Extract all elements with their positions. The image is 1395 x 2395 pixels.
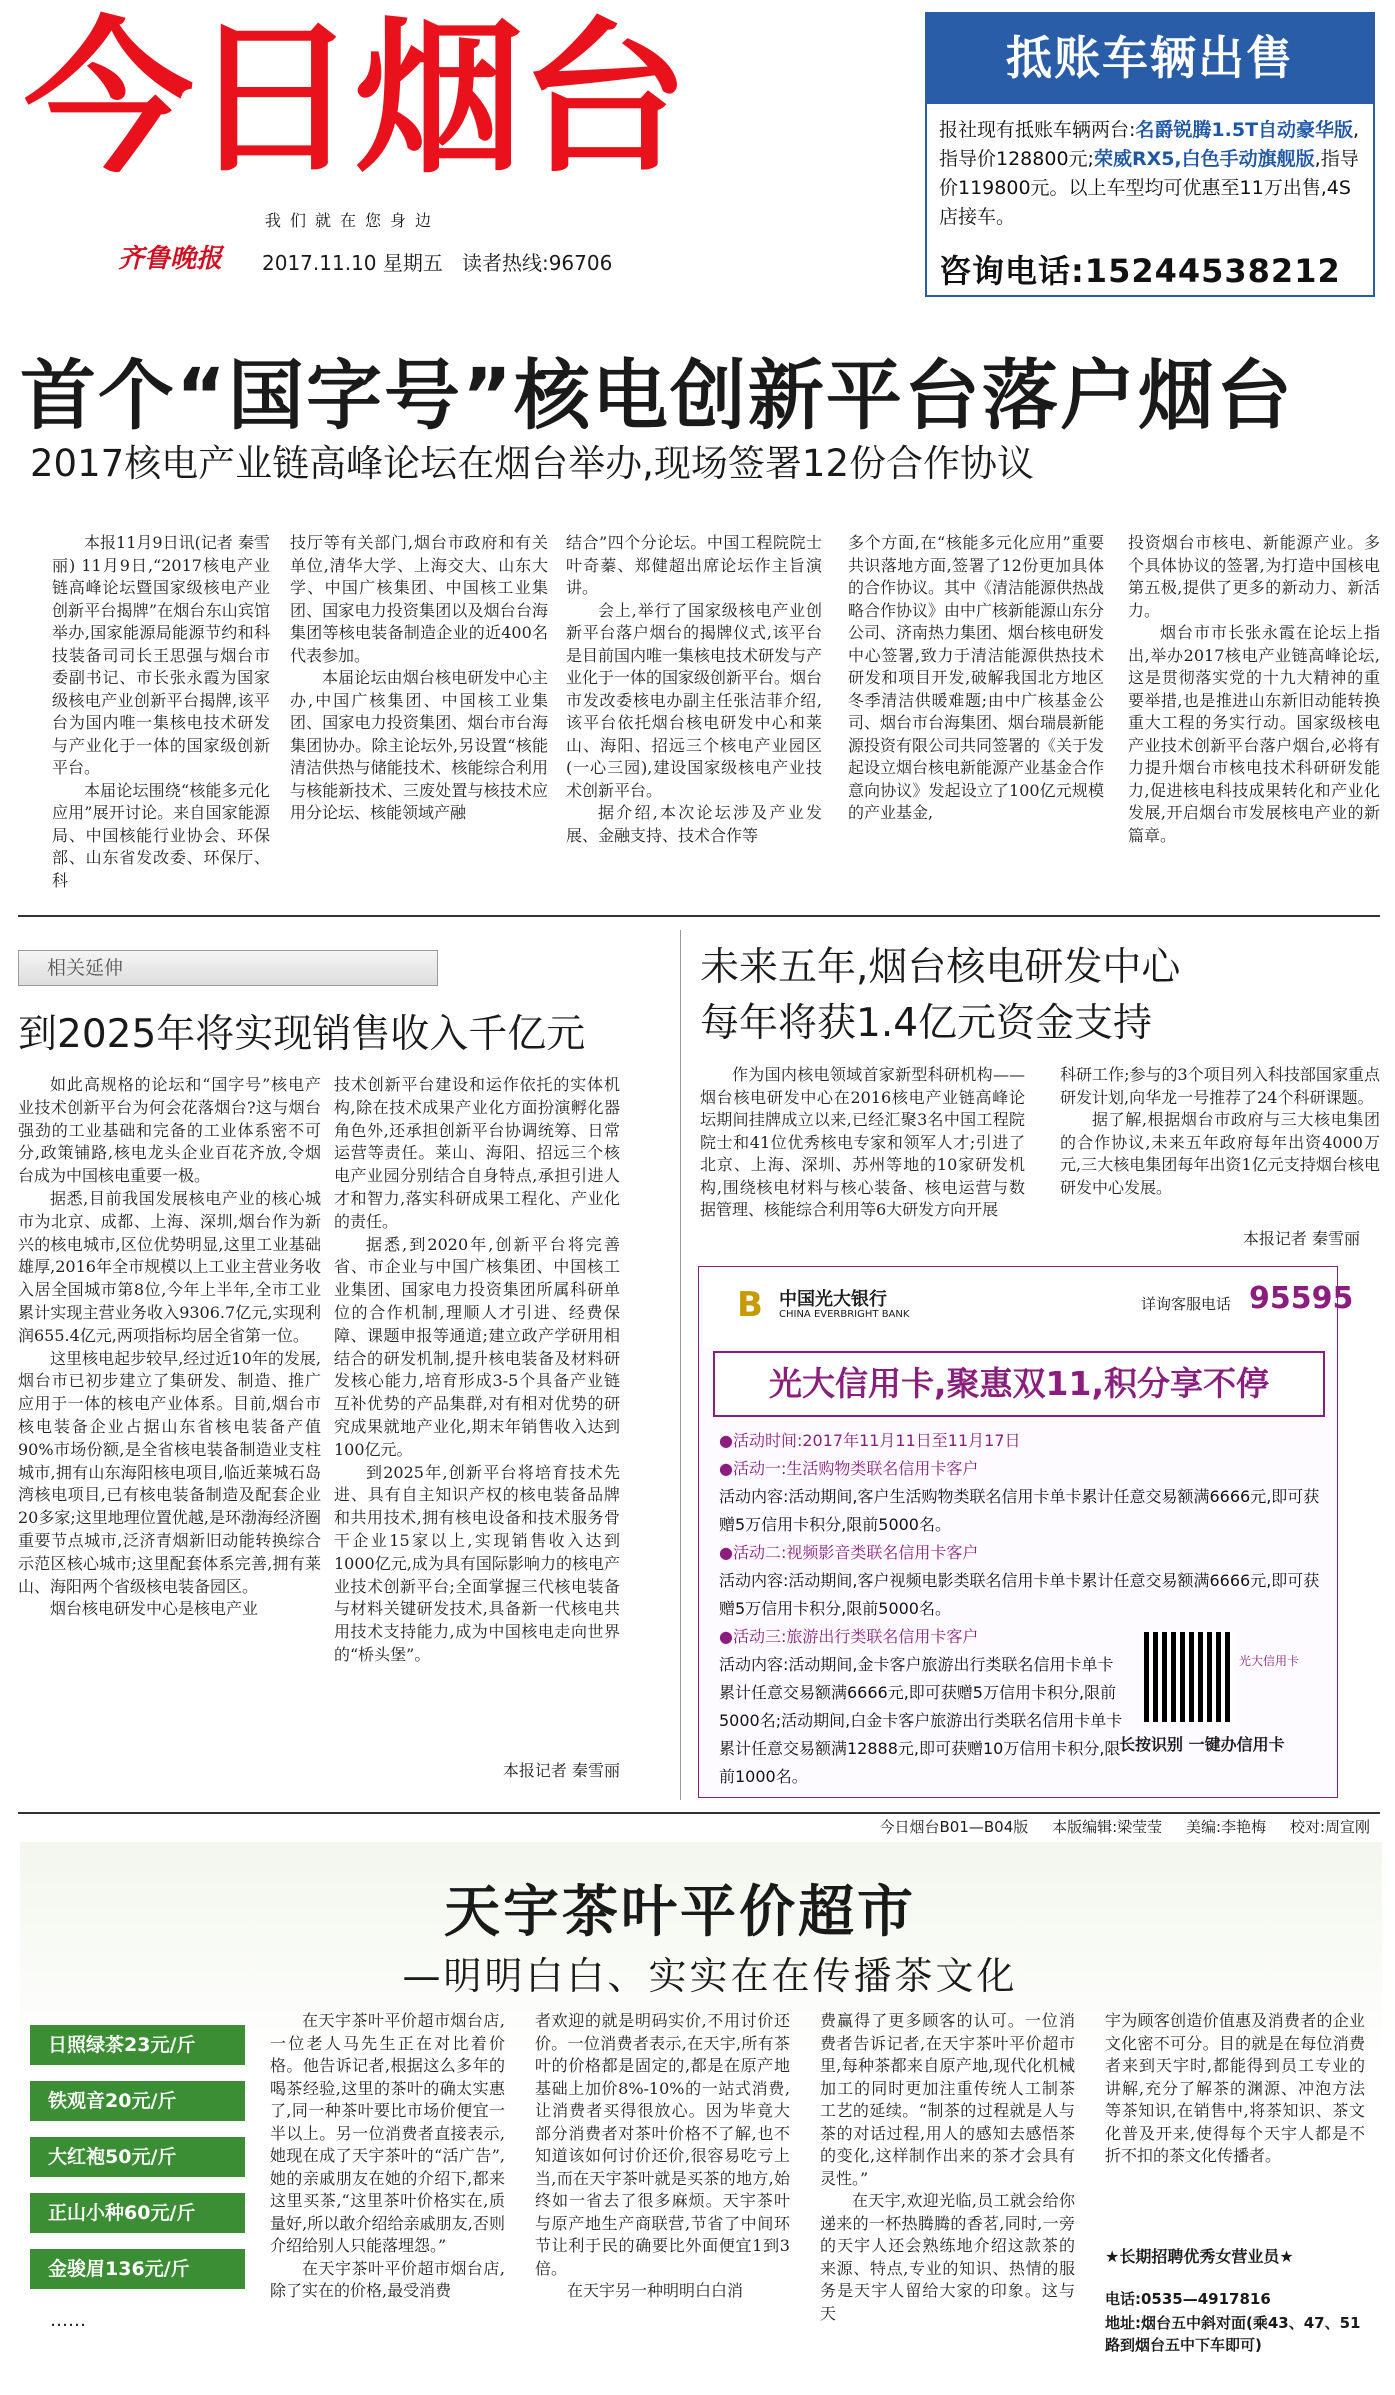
paragraph: 多个方面,在“核能多元化应用”重要共识落地方面,签署了12份更加具体的合作协议。其中《清洁能源供热战略合作协议》由中广核新能源山东分公司、济南热力集团、烟台核电研发中心签署,致力于清洁能源供热技术研发和项目开发,破解我国北方地区冬季清洁供暖难题;由中广核基金公司、烟台市台海集团、烟台瑞晨新能源投资有限公司共同签署的《关于发起设立烟台核电新能源产业基金合作意向协议》发起设立了100亿元规模的产业基金, — [848, 533, 1104, 822]
paragraph: 技厅等有关部门,烟台市政府和有关单位,清华大学、上海交大、山东大学、中国广核集团、中国核工业集团、国家电力投资集团以及烟台台海集团等核电装备制造企业的近400名代表参加。 — [290, 533, 548, 665]
future-headline-line: 未来五年,烟台核电研发中心 — [700, 945, 1181, 990]
masthead-title: 今日烟台 — [24, 3, 685, 196]
bank-hotline: 95595 — [1249, 1281, 1354, 1316]
paragraph: 结合”四个分论坛。中国工程院院士叶奇蓁、郑健超出席论坛作主旨演讲。 — [566, 533, 822, 597]
proofreader: 校对:周宣刚 — [1289, 1818, 1370, 1836]
bank-ad-line: ●活动三:旅游出行类联名信用卡客户 — [719, 1627, 979, 1646]
main-col-5 — [1128, 532, 1380, 888]
future-col-1 — [700, 1064, 1025, 1250]
bank-ad-line: 活动内容:活动期间,金卡客户旅游出行类联名信用卡单卡累计任意交易额满6666元,即可获赠5万信用卡积分,限前5000名;活动期间,白金卡客户旅游出行类联名信用卡单卡累计任意交易额满12888元,即可获赠10万信用卡积分,限前1000名。 — [719, 1655, 1123, 1786]
card-logo: 光大信用卡 — [1239, 1654, 1300, 1668]
paragraph: 本报11月9日讯(记者 秦雪丽) 11月9日,“2017核电产业链高峰论坛暨国家级核电产业创新平台揭牌”在烟台东山宾馆举办,国家能源局能源节约和科技装备司司长王思强与烟台市委副书记、市长张永霞为国家级核电产业创新平台揭牌,该平台为国内唯一集核电技术研发与产业化于一体的国家级创新平台。 — [52, 533, 270, 777]
paragraph: 在天宇茶叶平价超市烟台店,一位老人马先生正在对比着价格。他告诉记者,根据这么多年的喝茶经验,这里的茶叶的确太实惠了,同一种茶叶要比市场价便宜一半以上。另一位消费者直接表示,她现在成了天宇茶叶的“活广告”,她的亲戚朋友在她的介绍下,都来这里买茶,“这里茶叶价格实在,质量好,所以敢介绍给亲戚朋友,否则介绍给别人只能落埋怨。” — [270, 2011, 505, 2255]
paragraph: 投资烟台市核电、新能源产业。多个具体协议的签署,为打造中国核电第五极,提供了更多的新动力、新活力。 — [1128, 533, 1380, 620]
bank-hotline-label: 详询客服电话 — [1141, 1295, 1232, 1313]
related-col-2 — [334, 1074, 620, 1786]
related-byline: 本报记者 秦雪丽 — [502, 1761, 620, 1780]
car-ad-line: 报社现有抵账车辆两台: — [939, 119, 1136, 141]
tea-price-item: 正山小种60元/斤 — [30, 2193, 245, 2233]
tea-price-item: 日照绿茶23元/斤 — [30, 2025, 245, 2065]
bank-ad-line: 活动内容:活动期间,客户生活购物类联名信用卡单卡累计任意交易额满6666元,即可获赠5万信用卡积分,限前5000名。 — [719, 1487, 1320, 1534]
paragraph: 会上,举行了国家级核电产业创新平台落户烟台的揭牌仪式,该平台是目前国内唯一集核电技术研发与产业化于一体的国家级创新平台。烟台市发改委核电办副主任张洁菲介绍,该平台依托烟台核电研发中心和莱山、海阳、招远三个核电产业园区(一心三园),建设国家级核电产业技术创新平台。 — [566, 600, 822, 800]
reader-hotline: 读者热线:96706 — [461, 251, 613, 275]
paragraph: 如此高规格的论坛和“国字号”核电产业技术创新平台为何会花落烟台?这与烟台强劲的工业基础和完备的工业体系密不可分,政策铺路,核电龙头企业百花齐放,令烟台成为中国核电重要一极。 — [18, 1075, 321, 1186]
section-divider — [18, 915, 1380, 917]
paragraph: 烟台市市长张永霞在论坛上指出,举办2017核电产业链高峰论坛,这是贯彻落实党的十九大精神的重要举措,也是推进山东新旧动能转换重大工程的务实行动。国家级核电产业技术创新平台落户烟台,必将有力提升烟台市核电技术科研研发能力,促进核电科技成果转化和产业化发展,开启烟台市发展核电产业的新篇章。 — [1128, 623, 1380, 845]
paragraph: 技术创新平台建设和运作依托的实体机构,除在技术成果产业化方面扮演孵化器角色外,还承担创新平台协调统筹、日常运营等责任。莱山、海阳、招远三个核电产业园分别结合自身特点,承担引进人才和智力,落实科研成果工程化、产业化的责任。 — [334, 1075, 620, 1231]
bank-ad-line: ●活动时间:2017年11月11日至11月17日 — [719, 1431, 1021, 1450]
tea-col-2 — [535, 2010, 790, 2385]
tea-col-1 — [270, 2010, 505, 2385]
main-col-1 — [52, 532, 270, 888]
future-byline: 本报记者 秦雪丽 — [1242, 1229, 1360, 1248]
bank-ad-header — [699, 1267, 1354, 1347]
editor: 本版编辑:梁莹莹 — [1052, 1818, 1163, 1836]
masthead-slogan: 我们就在您身边 — [265, 211, 441, 230]
bank-ad-line: ●活动二:视频影音类联名信用卡客户 — [719, 1543, 979, 1562]
tea-price-item: 金骏眉136元/斤 — [30, 2249, 245, 2289]
future-headline — [700, 940, 1380, 1052]
car-ad-title: 抵账车辆出售 — [927, 14, 1373, 104]
paragraph: 这里核电起步较早,经过近10年的发展,烟台市已初步建立了集研发、制造、推广应用于一体的核电产业体系。目前,烟台市核电装备企业占据山东省核电装备产值90%市场份额,是全省核电装备制造业支柱城市,拥有山东海阳核电项目,临近莱城石岛湾核电项目,已有核电装备制造及配套企业20多家;这里地理位置优越,是环渤海经济圈重要节点城市,泛济青烟新旧动能转换综合示范区核心城市;这里配套体系完善,拥有莱山、海阳两个省级核电装备园区。 — [18, 1348, 321, 1596]
paragraph: 在天宇茶叶平价超市烟台店,除了实在的价格,最受消费 — [270, 2258, 505, 2300]
tea-phone: 电话:0535—4917816 — [1105, 2290, 1271, 2308]
main-headline: 首个“国字号”核电创新平台落户烟台 — [20, 351, 1294, 440]
main-col-3 — [566, 532, 822, 888]
car-ad-price: 指导价119800元 — [939, 148, 1359, 199]
tea-headline: 天宇茶叶平价超市 — [444, 1880, 916, 1945]
paragraph: 在天宇另一种明明白白消 — [567, 2281, 744, 2300]
dateline — [262, 247, 612, 276]
paragraph: 据介绍,本次论坛涉及产业发展、金融支持、技术合作等 — [566, 803, 822, 845]
main-col-4 — [848, 532, 1104, 888]
related-col-1 — [18, 1074, 321, 1786]
paragraph: 在天宇,欢迎光临,员工就会给你递来的一杯热腾腾的香茗,同时,一旁的天宇人还会熟练地介绍这款茶的来源、特点,专业的知识、热情的服务是天宇人留给大家的印象。这与天 — [820, 2191, 1075, 2323]
tea-address: 地址:烟台五中斜对面(乘43、47、51路到烟台五中下车即可) — [1105, 2314, 1361, 2354]
car-sale-ad — [925, 12, 1375, 297]
future-headline-line: 每年将获1.4亿元资金支持 — [700, 1001, 1153, 1046]
main-subhead: 2017核电产业链高峰论坛在烟台举办,现场签署12份合作协议 — [30, 442, 1035, 485]
car-ad-model: 荣威RX5,白色手动旗舰版 — [1093, 148, 1315, 170]
paragraph: 费赢得了更多顾客的认可。一位消费者告诉记者,在天宇茶叶平价超市里,每种茶都来自原产地,现代化机械加工的同时更加注重传统人工制茶工艺的延续。“制茶的过程就是人与茶的对话过程,用人的感知去感悟茶的变化,这样制作出来的茶才会具有灵性。” — [820, 2011, 1075, 2188]
car-ad-body: 报社现有抵账车辆两台:名爵锐腾1.5T自动豪华版,指导价128800元;荣威RX5,白色手动旗舰版,指导价119800元。以上车型均可优惠至11万出售,4S店接车。 — [939, 119, 1360, 228]
qr-code-icon[interactable] — [1144, 1632, 1234, 1722]
qr-caption: 长按识别 一键办信用卡 — [1119, 1735, 1285, 1754]
car-ad-line: 以上车型均可优惠至11万出售,4S店接车。 — [939, 177, 1351, 228]
paragraph: 据悉,目前我国发展核电产业的核心城市为北京、成都、上海、深圳,烟台作为新兴的核电城市,区位优势明显,这里工业基础雄厚,2016年全市规模以上工业主营业务收入居全国城市第8位,今年上半年,全市工业累计实现主营业务收入9306.7亿元,实现利润655.4亿元,两项指标均居全省第一位。 — [18, 1188, 321, 1345]
tea-price-item: 大红袍50元/斤 — [30, 2137, 245, 2177]
car-ad-price: 指导价128800元 — [939, 148, 1088, 170]
paragraph: 到2025年,创新平台将培育技术先进、具有自主知识产权的核电装备品牌和共用技术,拥有核电设备和技术服务骨干企业15家以上,实现销售收入达到1000亿元,成为具有国际影响力的核电产业技术创新平台;全面掌握三代核电装备与材料关键研发技术,具备新一代核电共用技术支持能力,成为中国核电走向世界的“桥头堡”。 — [334, 1462, 620, 1664]
tea-col-4 — [1105, 2010, 1365, 2190]
paragraph: 者欢迎的就是明码实价,不用讨价还价。一位消费者表示,在天宇,所有茶叶的价格都是固定的,都是在原产地基础上加价8%-10%的一站式消费,让消费者买得很放心。因为毕竟大部分消费者对茶叶价格不了解,也不知道该如何讨价还价,很容易吃亏上当,而在天宇茶叶就是买茶的地方,始终如一省去了很多麻烦。天宇茶叶与原产地生产商联营,节省了中间环节让利于民的确要比外面便宜1到3倍。 — [535, 2011, 790, 2278]
column-rule — [680, 930, 681, 1800]
paper-logo: 齐鲁晚报 — [118, 244, 223, 274]
car-ad-model: 名爵锐腾1.5T自动豪华版 — [1135, 119, 1354, 141]
paragraph: 据了解,根据烟台市政府与三大核电集团的合作协议,未来五年政府每年出资4000万元,三大核电集团每年出资1亿元支持烟台核电研发中心发展。 — [1060, 1110, 1380, 1197]
bank-name-en: CHINA EVERBRIGHT BANK — [779, 1309, 910, 1320]
bank-ad-line: ●活动一:生活购物类联名信用卡客户 — [719, 1459, 979, 1478]
paragraph: 作为国内核电领域首家新型科研机构——烟台核电研发中心在2016核电产业链高峰论坛期间挂牌成立以来,已经汇聚3名中国工程院院士和41位优秀核电专家和领军人才;引进了北京、上海、深圳、苏州等地的10家研发机构,围绕核电材料与核心装备、核电运营与数据管理、核能综合利用等6大研发方向开展 — [700, 1065, 1025, 1219]
tea-subhead: —明明白白、实实在在传播茶文化 — [402, 1954, 1018, 1998]
section-label: 今日烟台B01—B04版 — [879, 1818, 1029, 1836]
paragraph: 宇为顾客创造价值惠及消费者的企业文化密不可分。目的就是在每位消费者来到天宇时,都能得到员工专业的讲解,充分了解茶的渊源、冲泡方法等茶知识,在销售中,将茶知识、茶文化普及开来,使得每个天宇人都是不折不扣的茶文化传播者。 — [1105, 2011, 1365, 2165]
car-ad-phone: 咨询电话:15244538212 — [939, 252, 1341, 290]
related-headline: 到2025年将实现销售收入千亿元 — [18, 1012, 586, 1057]
paragraph: 科研工作;参与的3个项目列入科技部国家重点研发计划,向华龙一号推荐了24个科研课题。 — [1060, 1065, 1380, 1107]
future-col-2 — [1060, 1064, 1380, 1224]
issue-date: 2017.11.10 星期五 — [262, 251, 443, 275]
paragraph: 据悉,到2020年,创新平台将完善省、市企业与中国广核集团、中国核工业集团、国家电力投资集团所属科研单位的合作机制,理顺人才引进、经费保障、课题申报等通道;建立政产学研用相结合的研发机制,提升核电装备及材料研发核心能力,培育形成3-5个具备产业链互补优势的产品集群,对有相对优势的研究成果就地产业化,期末年销售收入达到100亿元。 — [334, 1234, 620, 1459]
designer: 美编:李艳梅 — [1186, 1818, 1267, 1836]
bank-logo-icon: B — [737, 1285, 763, 1325]
related-label: 相关延伸 — [18, 950, 438, 986]
main-col-2 — [290, 532, 548, 888]
page-info-strip — [18, 1812, 1380, 1840]
tea-price-more: …… — [50, 2310, 86, 2331]
tea-col-3 — [820, 2010, 1075, 2385]
paragraph: 本届论坛围绕“核能多元化应用”展开讨论。来自国家能源局、中国核能行业协会、环保部、山东省发改委、环保厅、科 — [52, 780, 270, 888]
paragraph: 本届论坛由烟台核电研发中心主办,中国广核集团、中国核工业集团、国家电力投资集团、烟台市台海集团协办。除主论坛外,另设置“核能清洁供热与储能技术、核能综合利用与核能新技术、三废处置与核技术应用分论坛、核能领域产融 — [290, 668, 548, 822]
bank-name: 中国光大银行 — [779, 1289, 887, 1310]
bank-ad-line: 活动内容:活动期间,客户视频电影类联名信用卡单卡累计任意交易额满6666元,即可获赠5万信用卡积分,限前5000名。 — [719, 1571, 1320, 1618]
tea-price-item: 铁观音20元/斤 — [30, 2081, 245, 2121]
bank-ad — [698, 1266, 1354, 1798]
paragraph: 烟台核电研发中心是核电产业 — [50, 1599, 259, 1619]
bank-ad-title: 光大信用卡,聚惠双11,积分享不停 — [713, 1351, 1325, 1417]
tea-hiring: ★长期招聘优秀女营业员★ — [1105, 2247, 1294, 2266]
